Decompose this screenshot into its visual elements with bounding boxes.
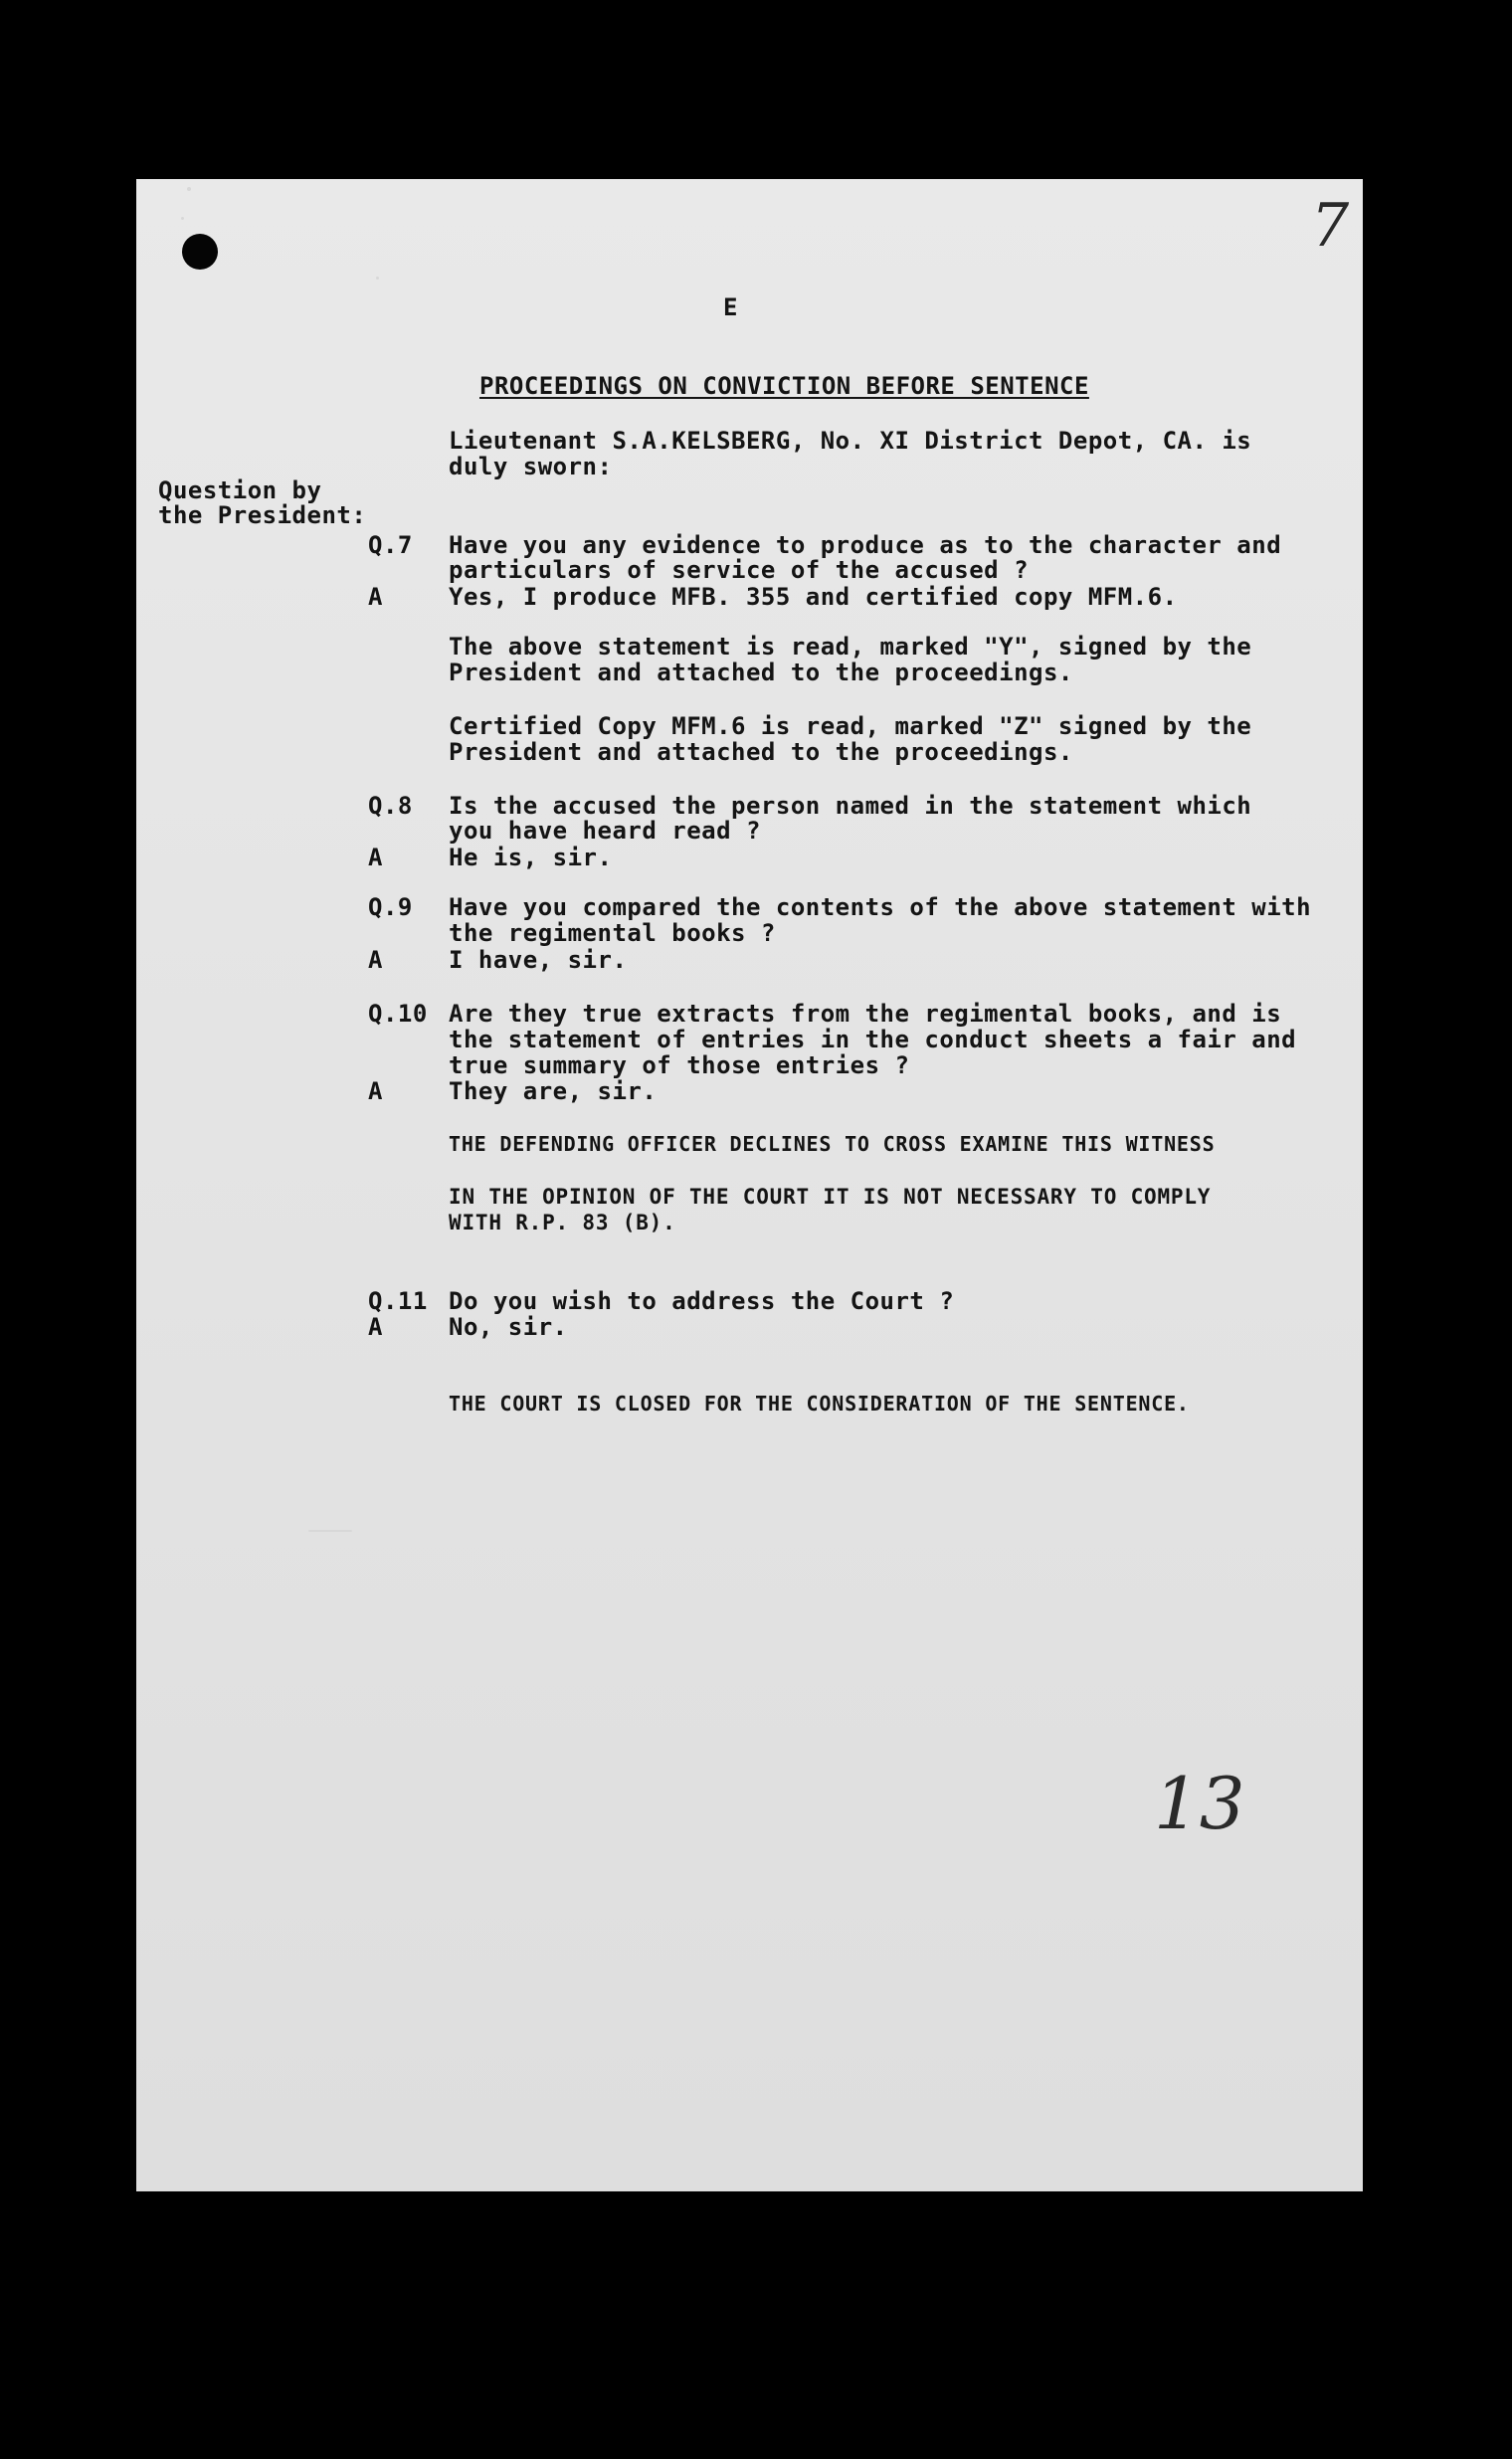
q10-line-1: Are they true extracts from the regimental books, and is: [449, 1000, 1282, 1028]
a9-text: I have, sir.: [449, 946, 628, 974]
speck: [308, 1530, 352, 1532]
sheet-letter: E: [723, 293, 738, 321]
note-1-line-2: President and attached to the proceedings.: [449, 659, 1073, 686]
punch-hole: [182, 234, 218, 270]
note-2-line-2: President and attached to the proceedings.: [449, 738, 1073, 766]
speck: [376, 277, 379, 280]
side-label-line-2: the President:: [158, 501, 367, 529]
speck: [187, 187, 191, 191]
q10-line-3: true summary of those entries ?: [449, 1051, 910, 1079]
q8-line-2: you have heard read ?: [449, 817, 761, 845]
q9-line-2: the regimental books ?: [449, 919, 776, 947]
q9-label: Q.9: [368, 893, 413, 921]
q10-label: Q.10: [368, 1000, 428, 1028]
opinion-line-2: WITH R.P. 83 (B).: [449, 1211, 676, 1234]
defending-officer-note: THE DEFENDING OFFICER DECLINES TO CROSS EXAMINE THIS WITNESS: [449, 1132, 1216, 1156]
witness-line-1: Lieutenant S.A.KELSBERG, No. XI District Depot, CA. is: [449, 427, 1252, 455]
q10-line-2: the statement of entries in the conduct sheets a fair and: [449, 1026, 1297, 1053]
opinion-line-1: IN THE OPINION OF THE COURT IT IS NOT NECESSARY TO COMPLY: [449, 1185, 1212, 1209]
q8-label: Q.8: [368, 792, 413, 820]
note-1-line-1: The above statement is read, marked "Y", signed by the: [449, 633, 1252, 661]
side-label-line-1: Question by: [158, 476, 322, 504]
witness-line-2: duly sworn:: [449, 453, 613, 480]
q9-line-1: Have you compared the contents of the above statement with: [449, 893, 1312, 921]
a9-label: A: [368, 946, 383, 974]
a10-text: They are, sir.: [449, 1077, 658, 1105]
a10-label: A: [368, 1077, 383, 1105]
speck: [181, 217, 184, 220]
a7-text: Yes, I produce MFB. 355 and certified copy MFM.6.: [449, 583, 1178, 611]
q8-line-1: Is the accused the person named in the statement which: [449, 792, 1252, 820]
handwritten-page-number: 7: [1311, 191, 1350, 261]
a11-label: A: [368, 1313, 383, 1341]
document-title: PROCEEDINGS ON CONVICTION BEFORE SENTENCE: [479, 372, 1089, 400]
q7-line-1: Have you any evidence to produce as to the character and: [449, 531, 1282, 559]
a7-label: A: [368, 583, 383, 611]
q7-line-2: particulars of service of the accused ?: [449, 556, 1030, 584]
q7-label: Q.7: [368, 531, 413, 559]
a8-label: A: [368, 844, 383, 871]
court-closed-note: THE COURT IS CLOSED FOR THE CONSIDERATION OF THE SENTENCE.: [449, 1392, 1190, 1416]
handwritten-folio-number: 13: [1154, 1762, 1245, 1845]
q11-text: Do you wish to address the Court ?: [449, 1287, 955, 1315]
note-2-line-1: Certified Copy MFM.6 is read, marked "Z" signed by the: [449, 712, 1252, 740]
a11-text: No, sir.: [449, 1313, 568, 1341]
q11-label: Q.11: [368, 1287, 428, 1315]
a8-text: He is, sir.: [449, 844, 613, 871]
